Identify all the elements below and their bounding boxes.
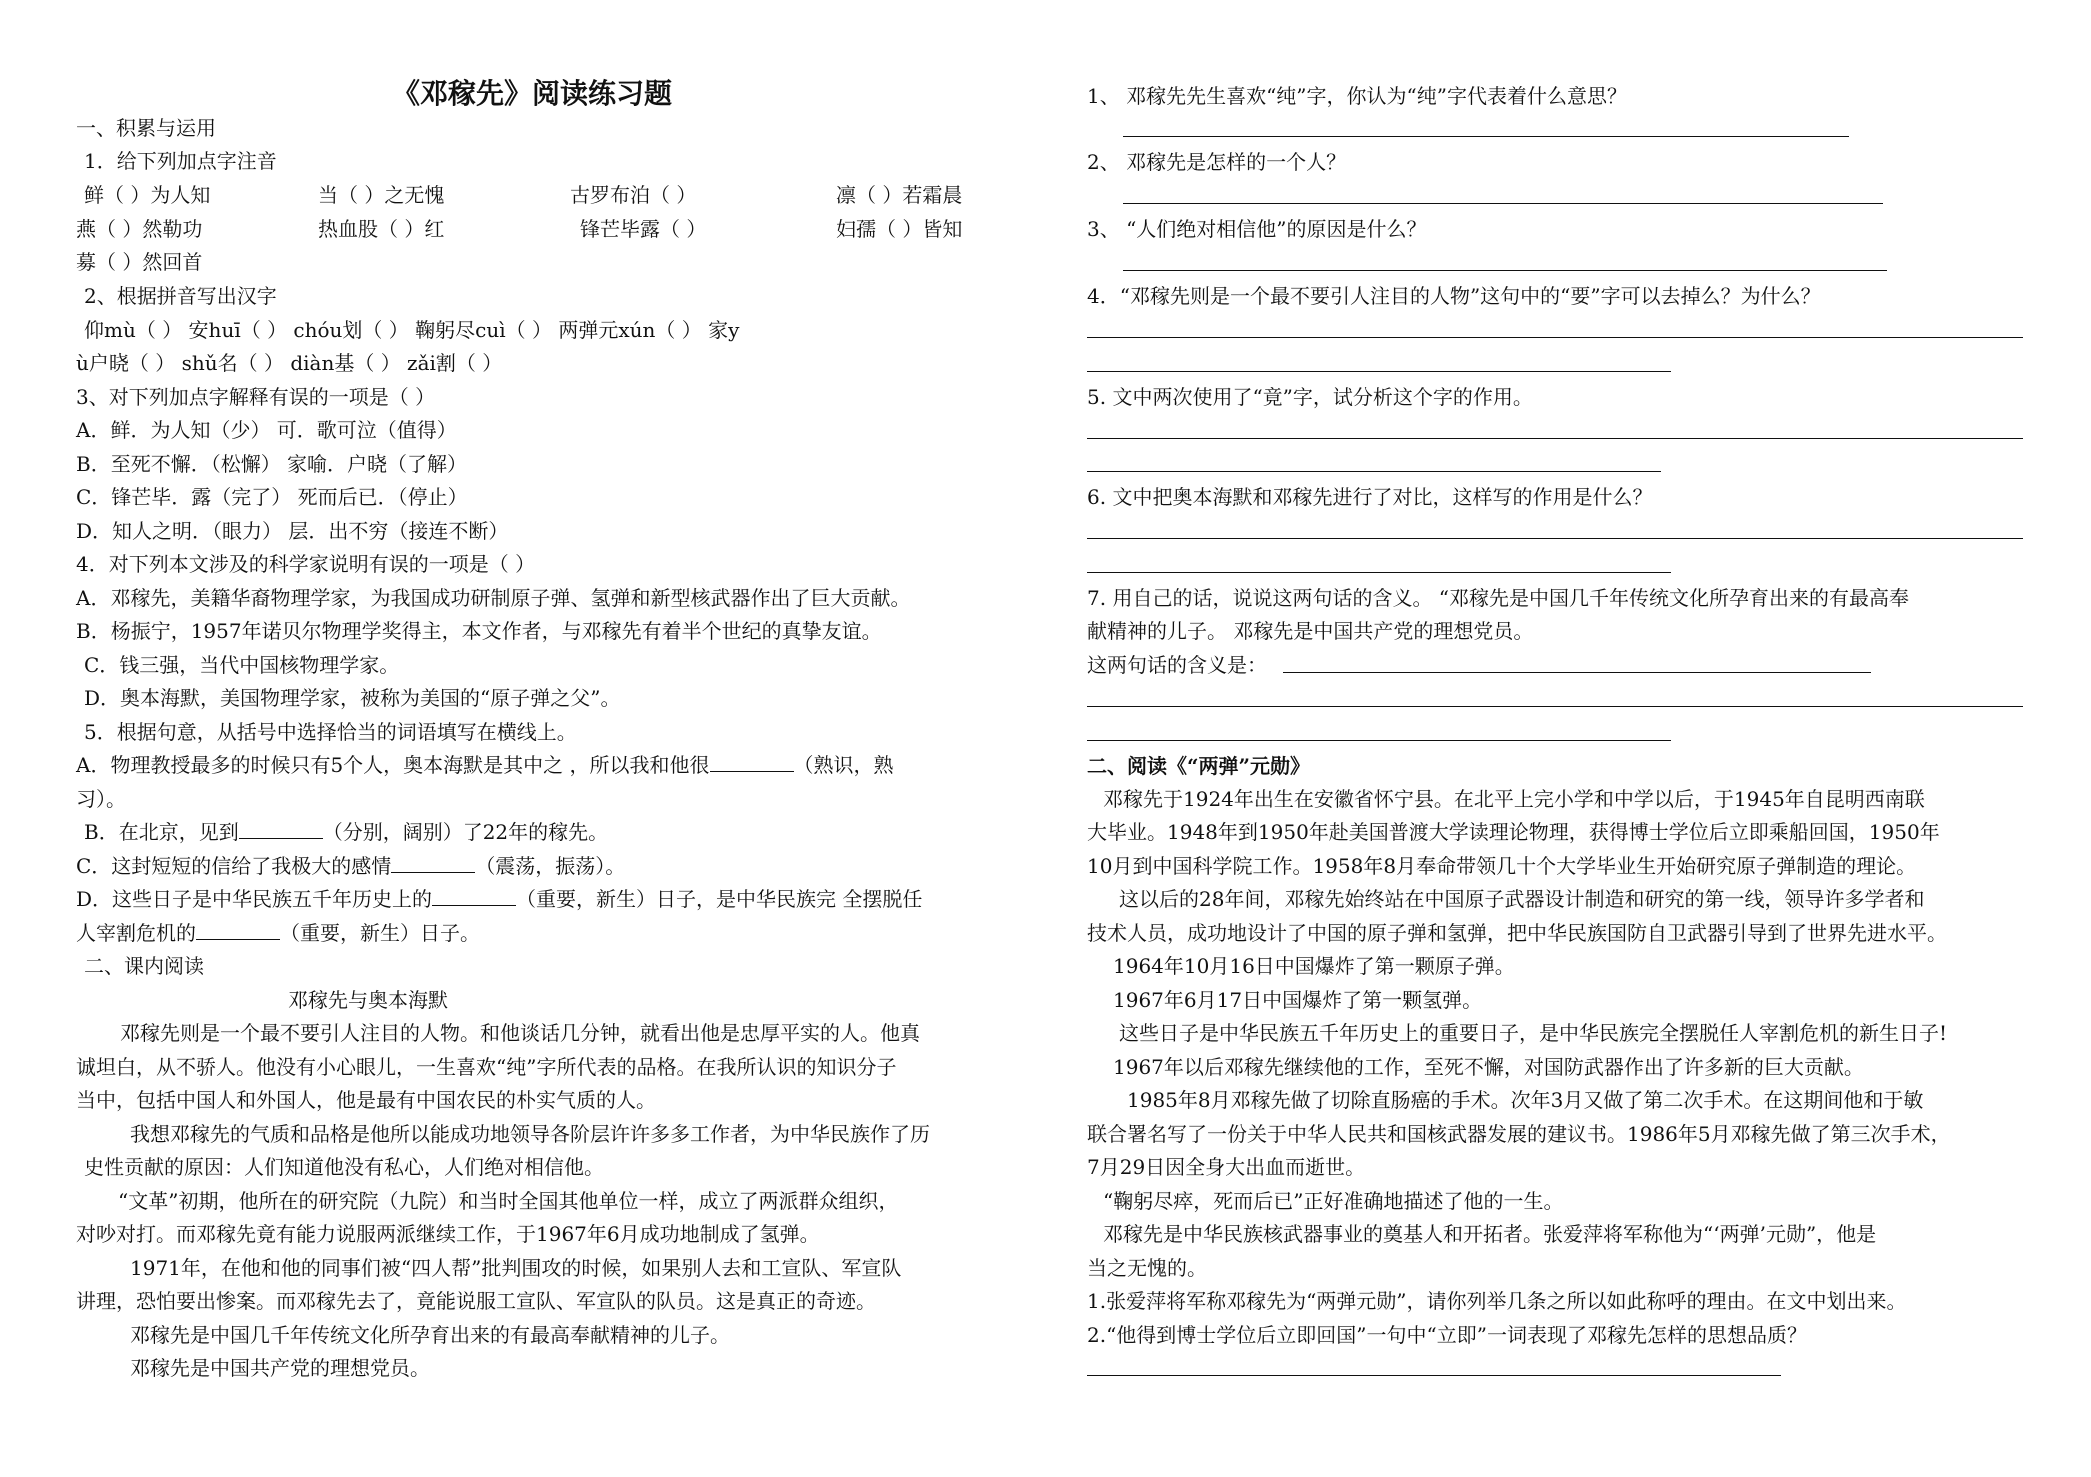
section-heading-3: 二、阅读《“两弹”元勋》 xyxy=(1087,754,1311,778)
passage-line: 联合署名写了一份关于中华人民共和国核武器发展的建议书。1986年5月邓稼先做了第三次手术， xyxy=(1087,1122,1951,1146)
passage-line: 7月29日因全身大出血而逝世。 xyxy=(1087,1155,1366,1179)
q1-title: 1．给下列加点字注音 xyxy=(84,149,277,173)
question-1: 1、 邓稼先先生喜欢“纯”字，你认为“纯”字代表着什么意思？ xyxy=(1087,84,1627,108)
q2-title: 2、根据拼音写出汉字 xyxy=(84,284,277,308)
passage-line: 这以后的28年间，邓稼先始终站在中国原子武器设计制造和研究的第一线，领导许多学者和 xyxy=(1119,887,1925,911)
section-heading-1: 一、积累与运用 xyxy=(76,116,216,140)
question-5: 5. 文中两次使用了“竟”字，试分析这个字的作用。 xyxy=(1087,385,1533,409)
tail-question-2: 2.“他得到博士学位后立即回国”一句中“立即”一词表现了邓稼先怎样的思想品质？ xyxy=(1087,1323,1807,1347)
tail-question-1: 1.张爱萍将军称邓稼先为“两弹元勋”，请你列举几条之所以如此称呼的理由。在文中划出来。 xyxy=(1087,1289,1907,1313)
passage-line: “鞠躬尽瘁，死而后已”正好准确地描述了他的一生。 xyxy=(1103,1189,1564,1213)
q5-option-d: D．这些日子是中华民族五千年历史上的 （重要，新生）日子，是中华民族完 全摆脱任 xyxy=(76,887,923,911)
answer-line[interactable] xyxy=(1087,572,1671,573)
passage-line: 10月到中国科学院工作。1958年8月奉命带领几十个大学毕业生开始研究原子弹制造的理论。 xyxy=(1087,854,1917,878)
q1-item: 凛（ ）若霜晨 xyxy=(836,183,963,207)
answer-line[interactable] xyxy=(1087,1375,1781,1376)
passage-line: 诚坦白，从不骄人。他没有小心眼儿，一生喜欢“纯”字所代表的品格。在我所认识的知识分子 xyxy=(76,1055,897,1079)
passage-line: 1985年8月邓稼先做了切除直肠癌的手术。次年3月又做了第二次手术。在这期间他和于敏 xyxy=(1127,1088,1924,1112)
q5-option-b: B．在北京，见到 （分别，阔别）了22年的稼先。 xyxy=(84,820,609,844)
passage-line: 大毕业。1948年到1950年赴美国普渡大学读理论物理，获得博士学位后立即乘船回国，1950年 xyxy=(1087,820,1940,844)
question-3: 3、 “人们绝对相信他”的原因是什么？ xyxy=(1087,217,1427,241)
q1-item: 古罗布泊（ ） xyxy=(570,183,697,207)
q5-option-d-cont: 人宰割危机的 （重要，新生）日子。 xyxy=(76,921,480,945)
q5-option-c: C．这封短短的信给了我极大的感情 （震荡，振荡）。 xyxy=(76,854,626,878)
question-7-cont: 献精神的儿子。 邓稼先是中国共产党的理想党员。 xyxy=(1087,619,1534,643)
question-7-prompt: 这两句话的含义是： xyxy=(1087,653,1267,677)
question-2: 2、 邓稼先是怎样的一个人？ xyxy=(1087,150,1347,174)
passage-line: 技术人员，成功地设计了中国的原子弹和氢弹，把中华民族国防自卫武器引导到了世界先进水平。 xyxy=(1087,921,1947,945)
answer-line[interactable] xyxy=(1087,371,1671,372)
passage-line: “文革”初期，他所在的研究院（九院）和当时全国其他单位一样，成立了两派群众组织， xyxy=(118,1189,899,1213)
passage-line: 邓稼先是中国共产党的理想党员。 xyxy=(130,1356,430,1380)
answer-line[interactable] xyxy=(1087,740,1671,741)
q4-option: D．奥本海默，美国物理学家，被称为美国的“原子弹之父”。 xyxy=(84,686,621,710)
q3-option: A．鲜．为人知（少） 可．歌可泣（值得） xyxy=(76,418,457,442)
passage-line: 当中，包括中国人和外国人，他是最有中国农民的朴实气质的人。 xyxy=(76,1088,656,1112)
passage-line: 1967年以后邓稼先继续他的工作，至死不懈，对国防武器作出了许多新的巨大贡献。 xyxy=(1113,1055,1864,1079)
q4-option: B．杨振宁，1957年诺贝尔物理学奖得主，本文作者，与邓稼先有着半个世纪的真挚友谊。 xyxy=(76,619,882,643)
answer-line[interactable] xyxy=(1087,538,2023,539)
passage-line: 邓稼先是中国几千年传统文化所孕育出来的有最高奉献精神的儿子。 xyxy=(130,1323,730,1347)
passage-line: 1967年6月17日中国爆炸了第一颗氢弹。 xyxy=(1113,988,1483,1012)
question-4: 4．“邓稼先则是一个最不要引人注目的人物”这句中的“要”字可以去掉么？为什么？ xyxy=(1087,284,1821,308)
q1-item: 热血股（ ）红 xyxy=(318,217,445,241)
q4-option: A．邓稼先，美籍华裔物理学家，为我国成功研制原子弹、氢弹和新型核武器作出了巨大贡献。 xyxy=(76,586,911,610)
passage-line: 讲理，恐怕要出惨案。而邓稼先去了，竟能说服工宣队、军宣队的队员。这是真正的奇迹。 xyxy=(76,1289,876,1313)
answer-line[interactable] xyxy=(1283,672,1871,673)
fill-blank[interactable] xyxy=(196,919,280,940)
q5-option-a: A．物理教授最多的时候只有5个人，奥本海默是其中之 ，所以我和他很 （熟识，熟 xyxy=(76,753,894,777)
passage-line: 1964年10月16日中国爆炸了第一颗原子弹。 xyxy=(1113,954,1515,978)
section-heading-2: 二、课内阅读 xyxy=(84,954,204,978)
passage-line: 当之无愧的。 xyxy=(1087,1256,1207,1280)
answer-line[interactable] xyxy=(1087,438,2023,439)
passage-line: 1971年，在他和他的同事们被“四人帮”批判围攻的时候，如果别人去和工宣队、军宣队 xyxy=(130,1256,902,1280)
q3-option: B．至死不懈．（松懈） 家喻．户晓（了解） xyxy=(76,452,468,476)
q1-item: 妇孺（ ）皆知 xyxy=(836,217,963,241)
worksheet-title: 《邓稼先》阅读练习题 xyxy=(392,77,673,110)
answer-line[interactable] xyxy=(1087,706,2023,707)
answer-line[interactable] xyxy=(1087,337,2023,338)
passage-line: 史性贡献的原因：人们知道他没有私心，人们绝对相信他。 xyxy=(84,1155,604,1179)
q3-option: C．锋芒毕．露（完了） 死而后已．（停止） xyxy=(76,485,468,509)
q1-item: 鲜（ ）为人知 xyxy=(84,183,211,207)
fill-blank[interactable] xyxy=(391,852,475,873)
q1-item: 当（ ）之无愧 xyxy=(318,183,445,207)
passage-line: 我想邓稼先的气质和品格是他所以能成功地领导各阶层许许多多工作者，为中华民族作了历 xyxy=(130,1122,930,1146)
q3-title: 3、对下列加点字解释有误的一项是（ ） xyxy=(76,385,436,409)
fill-blank[interactable] xyxy=(710,751,794,772)
q4-title: 4．对下列本文涉及的科学家说明有误的一项是（ ） xyxy=(76,552,536,576)
question-7: 7. 用自己的话，说说这两句话的含义。 “邓稼先是中国几千年传统文化所孕育出来的有最高奉 xyxy=(1087,586,1910,610)
fill-blank[interactable] xyxy=(239,818,323,839)
answer-line[interactable] xyxy=(1123,270,1887,271)
answer-line[interactable] xyxy=(1123,203,1883,204)
q2-row: ù户晓（ ） shǔ名（ ） diàn基（ ） zǎi割（ ） xyxy=(76,351,503,375)
q5-title: 5．根据句意，从括号中选择恰当的词语填写在横线上。 xyxy=(84,720,577,744)
passage-line: 这些日子是中华民族五千年历史上的重要日子，是中华民族完全摆脱任人宰割危机的新生日子! xyxy=(1119,1021,1948,1045)
answer-line[interactable] xyxy=(1087,471,1661,472)
answer-line[interactable] xyxy=(1123,136,1849,137)
q1-item: 锋芒毕露（ ） xyxy=(580,217,707,241)
q2-row: 仰mù（ ） 安huī（ ） chóu划（ ） 鞠躬尽cuì（ ） 两弹元xún（ ） 家y xyxy=(84,318,740,342)
q1-item: 燕（ ）然勒功 xyxy=(76,217,203,241)
q1-item: 募（ ）然回首 xyxy=(76,250,203,274)
q4-option: C．钱三强，当代中国核物理学家。 xyxy=(84,653,400,677)
passage-line: 邓稼先于1924年出生在安徽省怀宁县。在北平上完小学和中学以后，于1945年自昆明西南联 xyxy=(1103,787,1925,811)
passage-line: 邓稼先则是一个最不要引人注目的人物。和他谈话几分钟，就看出他是忠厚平实的人。他真 xyxy=(120,1021,920,1045)
passage-title: 邓稼先与奥本海默 xyxy=(288,988,448,1012)
passage-line: 对吵对打。而邓稼先竟有能力说服两派继续工作，于1967年6月成功地制成了氢弹。 xyxy=(76,1222,820,1246)
fill-blank[interactable] xyxy=(432,885,516,906)
question-6: 6. 文中把奥本海默和邓稼先进行了对比，这样写的作用是什么？ xyxy=(1087,485,1653,509)
q5-option-a-cont: 习）。 xyxy=(76,787,126,811)
passage-line: 邓稼先是中华民族核武器事业的奠基人和开拓者。张爱萍将军称他为“‘两弹’元勋”，他是 xyxy=(1103,1222,1877,1246)
q3-option: D．知人之明．（眼力） 层．出不穷（接连不断） xyxy=(76,519,509,543)
